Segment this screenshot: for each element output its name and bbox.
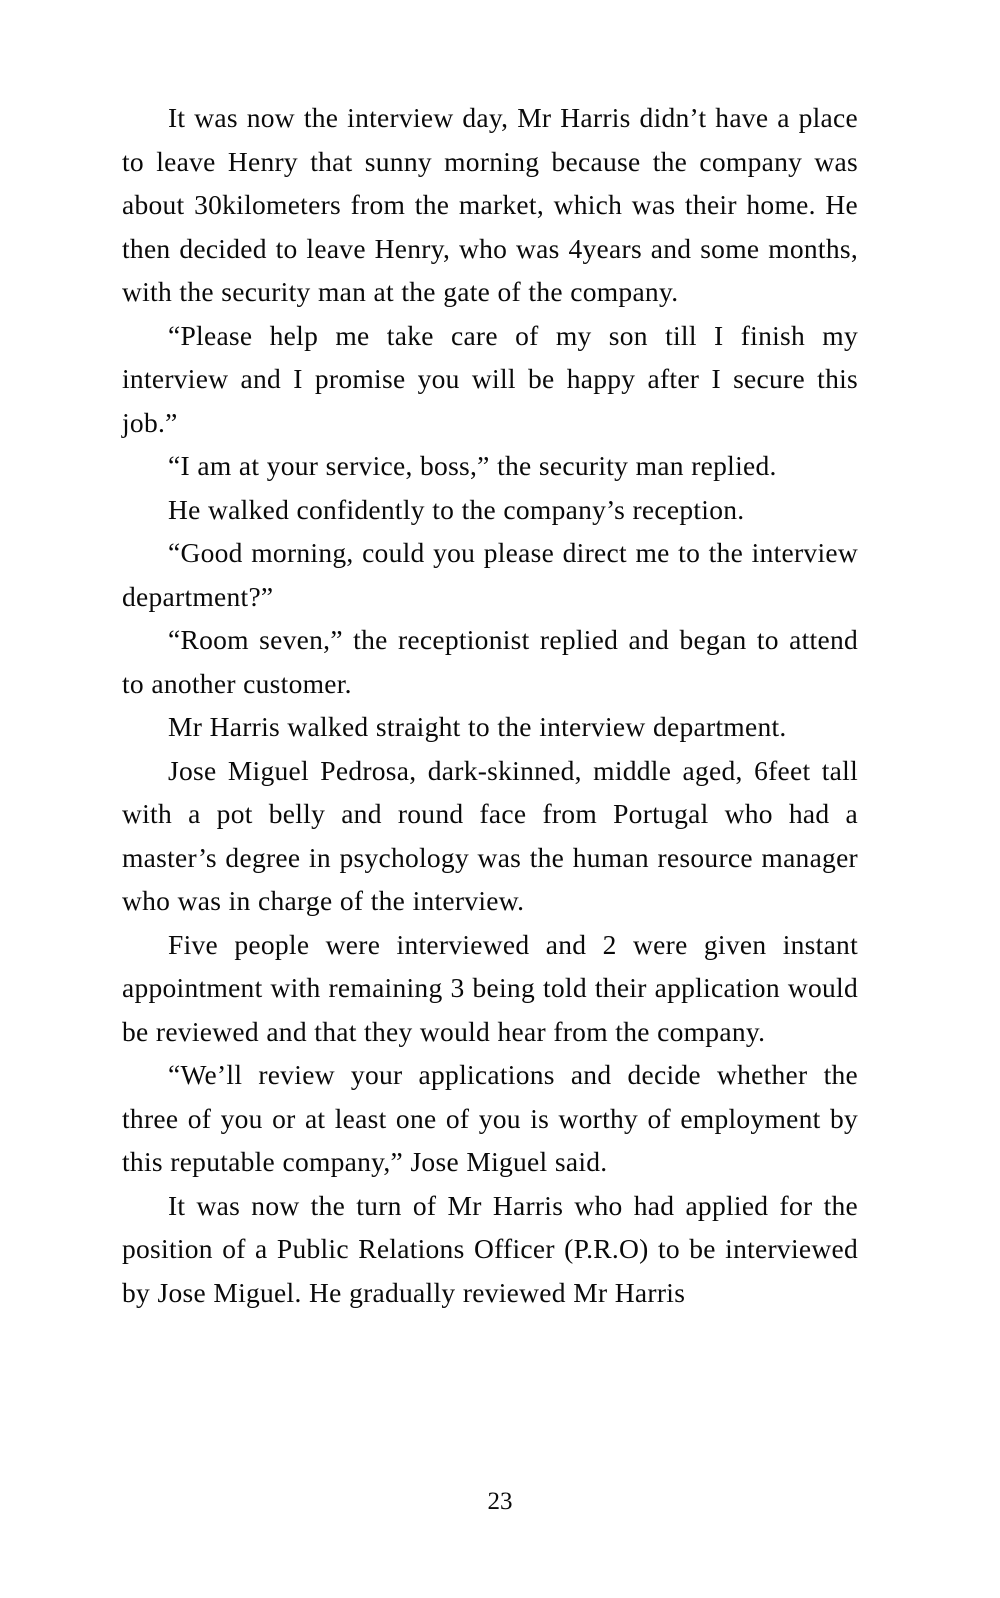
paragraph: “Please help me take care of my son till I finish my interview and I promise you will be happy after I secure this job.” [122, 319, 858, 438]
paragraph: It was now the turn of Mr Harris who had applied for the position of a Public Relations Officer (P.R.O) to be interviewed by Jose Miguel. He gradually reviewed Mr Harris [122, 1189, 858, 1308]
paragraph: Mr Harris walked straight to the interview department. [168, 711, 787, 742]
paragraph: Five people were interviewed and 2 were given instant appointment with remaining 3 being told their application would be reviewed and that they would hear from the company. [122, 928, 858, 1047]
paragraph: Jose Miguel Pedrosa, dark-skinned, middle aged, 6feet tall with a pot belly and round face from Portugal who had a master’s degree in psychology was the human resource manager who was in charge of the interview. [122, 754, 858, 916]
paragraph: “Room seven,” the receptionist replied and began to attend to another customer. [122, 624, 858, 699]
paragraph: It was now the interview day, Mr Harris didn’t have a place to leave Henry that sunny morning because the company was about 30kilometers from the market, which was their home. He then decided to leave Henry, who was 4years and some months, with the security man at the gate of the company. [122, 102, 858, 307]
paragraph: “We’ll review your applications and decide whether the three of you or at least one of you is worthy of employment by this reputable company,” Jose Miguel said. [122, 1059, 858, 1177]
body-text-block [122, 96, 858, 1314]
paragraph: He walked confidently to the company’s reception. [168, 493, 745, 525]
paragraph: “Good morning, could you please direct me to the interview department?” [122, 537, 858, 612]
page-number: 23 [487, 1488, 513, 1515]
paragraph: “I am at your service, boss,” the security man replied. [168, 450, 777, 481]
